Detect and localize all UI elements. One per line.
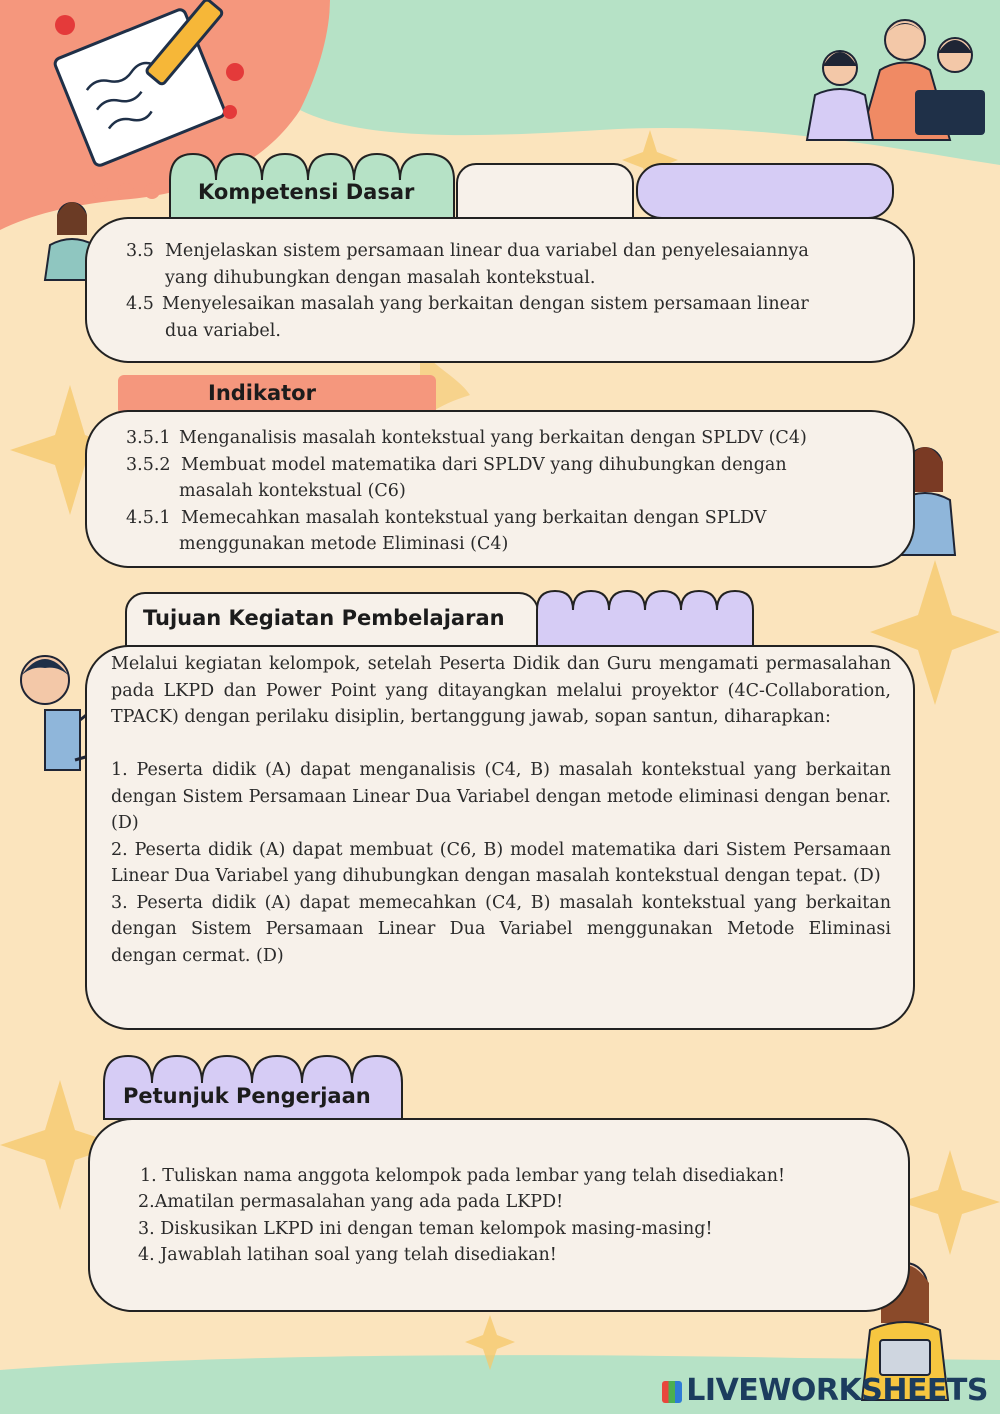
tujuan-intro: Melalui kegiatan kelompok, setelah Peserta Didik dan Guru mengamati permasalahan pada LKPD dan Power Point yang ditayangkan melalui proyektor (4C-Collaboration, TPACK) dengan perilaku disiplin, bertanggung jawab, sopan santun, diharapkan:: [111, 654, 891, 727]
tujuan-item: 3. Peserta didik (A) dapat memecahkan (C4, B) masalah kontekstual yang berkaitan dengan Sistem Persamaan Linear Dua Variabel menggunakan Metode Eliminasi dengan cermat. (D): [111, 892, 891, 966]
kd-item-num: 3.5: [126, 241, 154, 261]
petunjuk-title: Petunjuk Pengerjaan: [123, 1084, 371, 1108]
indikator-item-text: Membuat model matematika dari SPLDV yang dihubungkan dengan: [181, 455, 787, 475]
students-group-illustration: [795, 10, 995, 145]
petunjuk-item: 1. Tuliskan nama anggota kelompok pada lembar yang telah disediakan!: [140, 1166, 786, 1186]
tab-blank-white: [456, 163, 634, 219]
indikator-item-text-cont: menggunakan metode Eliminasi (C4): [179, 534, 509, 554]
indikator-item-num: 3.5.2: [126, 455, 171, 475]
indikator-title: Indikator: [208, 381, 316, 405]
kd-item-text: Menyelesaikan masalah yang berkaitan dengan sistem persamaan linear: [162, 294, 809, 314]
tujuan-item: 2. Peserta didik (A) dapat membuat (C6, B) model matematika dari Sistem Persamaan Linear Dua Variabel yang dihubungkan dengan masalah kontekstual dengan tepat. (D): [111, 839, 891, 886]
tujuan-item: 1. Peserta didik (A) dapat menganalisis (C4, B) masalah kontekstual yang berkaitan dengan Sistem Persamaan Linear Dua Variabel dengan metode eliminasi dengan benar. (D): [111, 760, 891, 833]
kd-item-text-cont: yang dihubungkan dengan masalah kontekstual.: [165, 268, 596, 288]
indikator-item-text-cont: masalah kontekstual (C6): [179, 481, 406, 501]
indikator-item-num: 4.5.1: [126, 508, 171, 528]
tab-blank-lavender: [636, 163, 894, 219]
tujuan-spacer: [111, 731, 891, 758]
indikator-item-text: Memecahkan masalah kontekstual yang berkaitan dengan SPLDV: [181, 508, 767, 528]
tujuan-title: Tujuan Kegiatan Pembelajaran: [143, 606, 505, 630]
indikator-item-num: 3.5.1: [126, 428, 171, 448]
petunjuk-item: 2.Amatilan permasalahan yang ada pada LKPD!: [138, 1192, 564, 1212]
indikator-item-text: Menganalisis masalah kontekstual yang berkaitan dengan SPLDV (C4): [179, 428, 807, 448]
petunjuk-item: 3. Diskusikan LKPD ini dengan teman kelompok masing-masing!: [138, 1219, 713, 1239]
kompetensi-dasar-title: Kompetensi Dasar: [198, 180, 415, 204]
petunjuk-item: 4. Jawablah latihan soal yang telah disediakan!: [138, 1245, 557, 1265]
kd-item-text: Menjelaskan sistem persamaan linear dua variabel dan penyelesaiannya: [165, 241, 809, 261]
tujuan-scallop-tab: [535, 588, 757, 648]
logo-icon: [662, 1381, 682, 1403]
kd-item-num: 4.5: [126, 294, 154, 314]
tujuan-body: [111, 651, 891, 969]
kd-item-text-cont: dua variabel.: [165, 321, 281, 341]
liveworksheets-logo: LIVEWORKSHEETS: [662, 1373, 988, 1408]
